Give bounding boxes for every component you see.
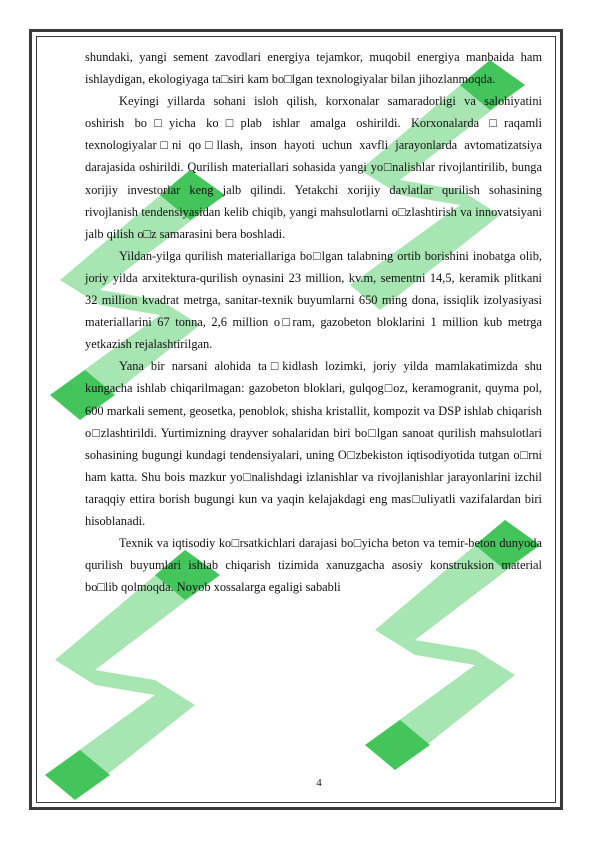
paragraph: Texnik va iqtisodiy ko□rsatkichlari darajasi bo□yicha beton va temir-beton dunyoda qurilish buyumlari ishlab chiqarish tizimida xanuzgacha asosiy konstruksion material bo□lib qolmoqda. Noyob xossalarga egaligi sababli (85, 536, 542, 595)
page-number: 4 (316, 777, 322, 789)
paragraph: Yana bir narsani alohida ta□kidlash lozimki, joriy yilda mamlakatimizda shu kungacha ishlab chiqarilmagan: gazobeton bloklari, gulqog□oz, keramogranit, quyma pol, 600 markali sement, geosetka, penoblok, shisha kristallit, kompozit va DSP ishlab chiqarish o□zlashtirildi. Yurtimizning drayver sohalaridan biri bo□lgan sanoat qurilish mahsulotlari sohasining bugungi kundagi tendensiyalari, uning O□zbekiston iqtisodiyotida tutgan o□rni ham katta. Shu bois mazkur yo□nalishdagi izlanishlar va rivojlanishlar jarayonlarini izchil taraqqiy ettira borish bugungi kun va yaqin kelajakdagi eng mas□uliyatli vazifalardan biri hisoblanadi. (85, 359, 542, 528)
paragraph-continuation: shundaki, yangi sement zavodlari energiya tejamkor, muqobil energiya manbaida ham ishlaydigan, ekologiyaga ta□siri kam bo□lgan texnologiyalar bilan jihozlanmoqda. (85, 50, 542, 87)
paragraph: Keyingi yillarda sohani isloh qilish, korxonalar samaradorligi va salohiyatini oshirish bo□yicha ko□plab ishlar amalga oshirildi. Korxonalarda □raqamli texnologiyalar□ni qo□llash, inson hayoti uchun xavfli jarayonlarda avtomatizatsiya darajasida oshirildi. Qurilish materiallari sohasida yangi yo□nalishlar rivojlantirilib, bunga xorijiy investorlar keng jalb qilindi. Yetakchi xorijiy davlatlar qurilish sohasining rivojlanish tendensiyasidan kelib chiqib, yangi mahsulotlarni o□zlashtirish va innovatsiyani jalb qilish o□z samarasini bera boshladi. (85, 94, 542, 241)
body-text (85, 46, 542, 598)
paragraph: Yildan-yilga qurilish materiallariga bo□lgan talabning ortib borishini inobatga olib, joriy yilda arxitektura-qurilish oynasini 23 million, kv.m, sementni 14,5, keramik plitkani 32 million kvadrat metrga, sanitar-texnik buyumlarni 650 ming dona, issiqlik izolyasiyasi materiallarini 67 tonna, 2,6 million o□ram, gazobeton bloklarini 1 million kub metrga yetkazish rejalashtirilgan. (85, 248, 542, 352)
